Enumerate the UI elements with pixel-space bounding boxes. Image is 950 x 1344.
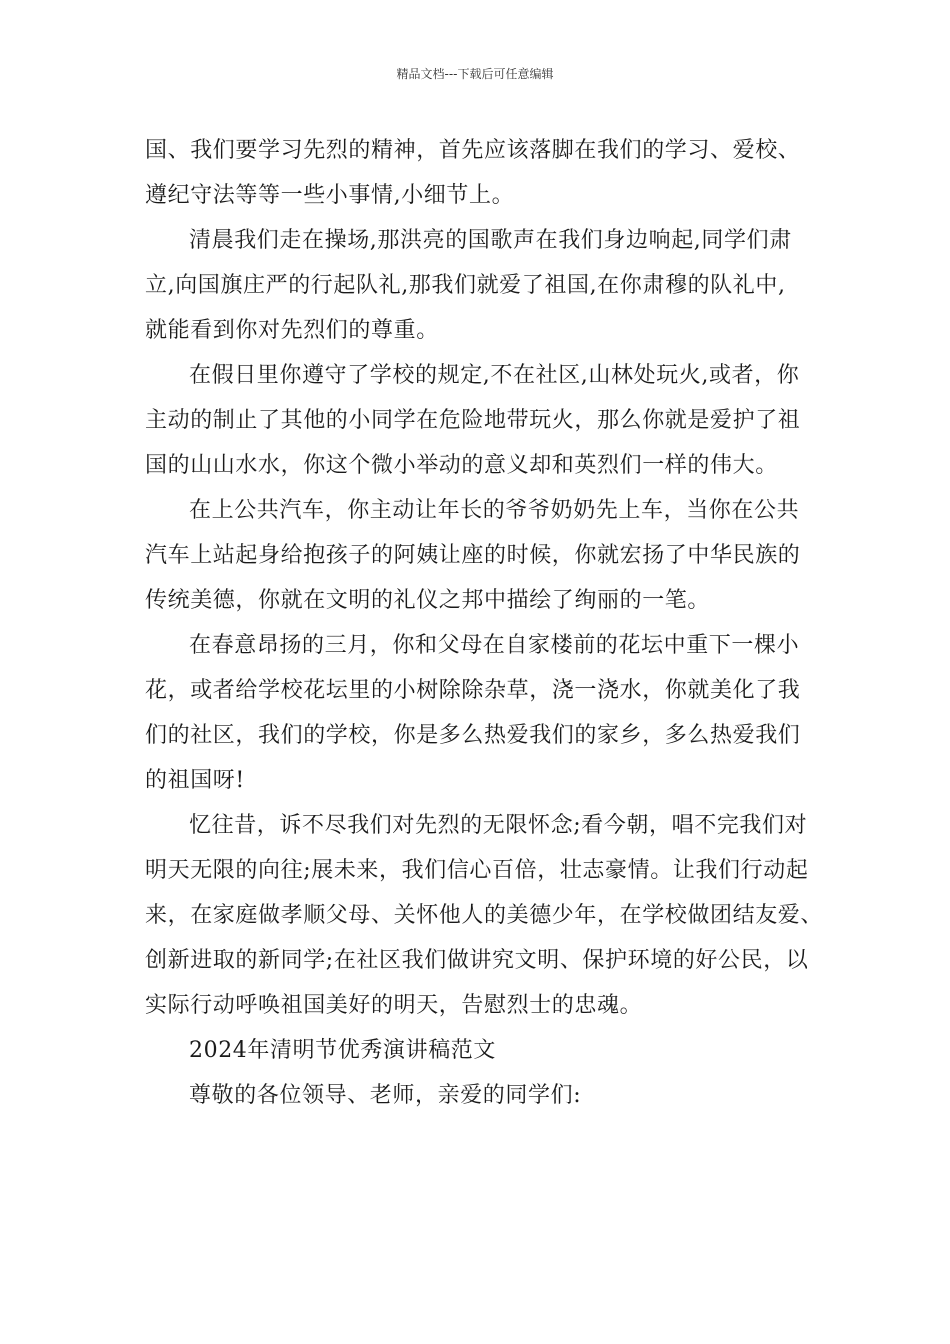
paragraph-3-line-1: 在假日里你遵守了学校的规定,不在社区,山林处玩火,或者，你 [189,363,800,388]
paragraph-5-line-2: 花，或者给学校花坛里的小树除除杂草，浇一浇水，你就美化了我 [145,678,801,703]
paragraph-8-line-1: 尊敬的各位领导、老师，亲爱的同学们: [189,1083,582,1108]
paragraph-3-line-3: 国的山山水水，你这个微小举动的意义却和英烈们一样的伟大。 [145,453,778,478]
paragraph-4-line-3: 传统美德，你就在文明的礼仪之邦中描绘了绚丽的一笔。 [145,588,711,613]
paragraph-6-line-3: 来，在家庭做孝顺父母、关怀他人的美德少年，在学校做团结友爱、 [145,903,824,928]
paragraph-4-line-2: 汽车上站起身给抱孩子的阿姨让座的时候，你就宏扬了中华民族的 [145,543,801,568]
paragraph-4-line-1: 在上公共汽车，你主动让年长的爷爷奶奶先上车，当你在公共 [189,498,800,523]
paragraph-5-line-1: 在春意昂扬的三月，你和父母在自家楼前的花坛中重下一棵小 [189,633,800,658]
paragraph-2-line-2: 立,向国旗庄严的行起队礼,那我们就爱了祖国,在你肃穆的队礼中, [145,273,786,298]
paragraph-1-line-2: 遵纪守法等等一些小事情,小细节上。 [145,183,515,208]
paragraph-6-line-5: 实际行动呼唤祖国美好的明天，告慰烈士的忠魂。 [145,993,643,1018]
paragraph-3-line-2: 主动的制止了其他的小同学在危险地带玩火，那么你就是爱护了祖 [145,408,801,433]
paragraph-2-line-1: 清晨我们走在操场,那洪亮的国歌声在我们身边响起,同学们肃 [189,228,792,253]
paragraph-2-line-3: 就能看到你对先烈们的尊重。 [145,318,439,343]
paragraph-1-line-1: 国、我们要学习先烈的精神，首先应该落脚在我们的学习、爱校、 [145,138,801,163]
paragraph-6-line-4: 创新进取的新同学;在社区我们做讲究文明、保护环境的好公民，以 [145,948,809,973]
paragraph-5-line-3: 们的社区，我们的学校，你是多么热爱我们的家乡，多么热爱我们 [145,723,801,748]
paragraph-6-line-1: 忆往昔，诉不尽我们对先烈的无限怀念;看今朝，唱不完我们对 [189,813,808,838]
paragraph-7-line-1: 2024年清明节优秀演讲稿范文 [189,1038,496,1063]
page-header: 精品文档---下载后可任意编辑 [396,67,554,81]
document-body [145,128,845,1118]
paragraph-5-line-4: 的祖国呀! [145,768,245,793]
paragraph-6-line-2: 明天无限的向往;展未来，我们信心百倍，壮志豪情。让我们行动起 [145,858,809,883]
